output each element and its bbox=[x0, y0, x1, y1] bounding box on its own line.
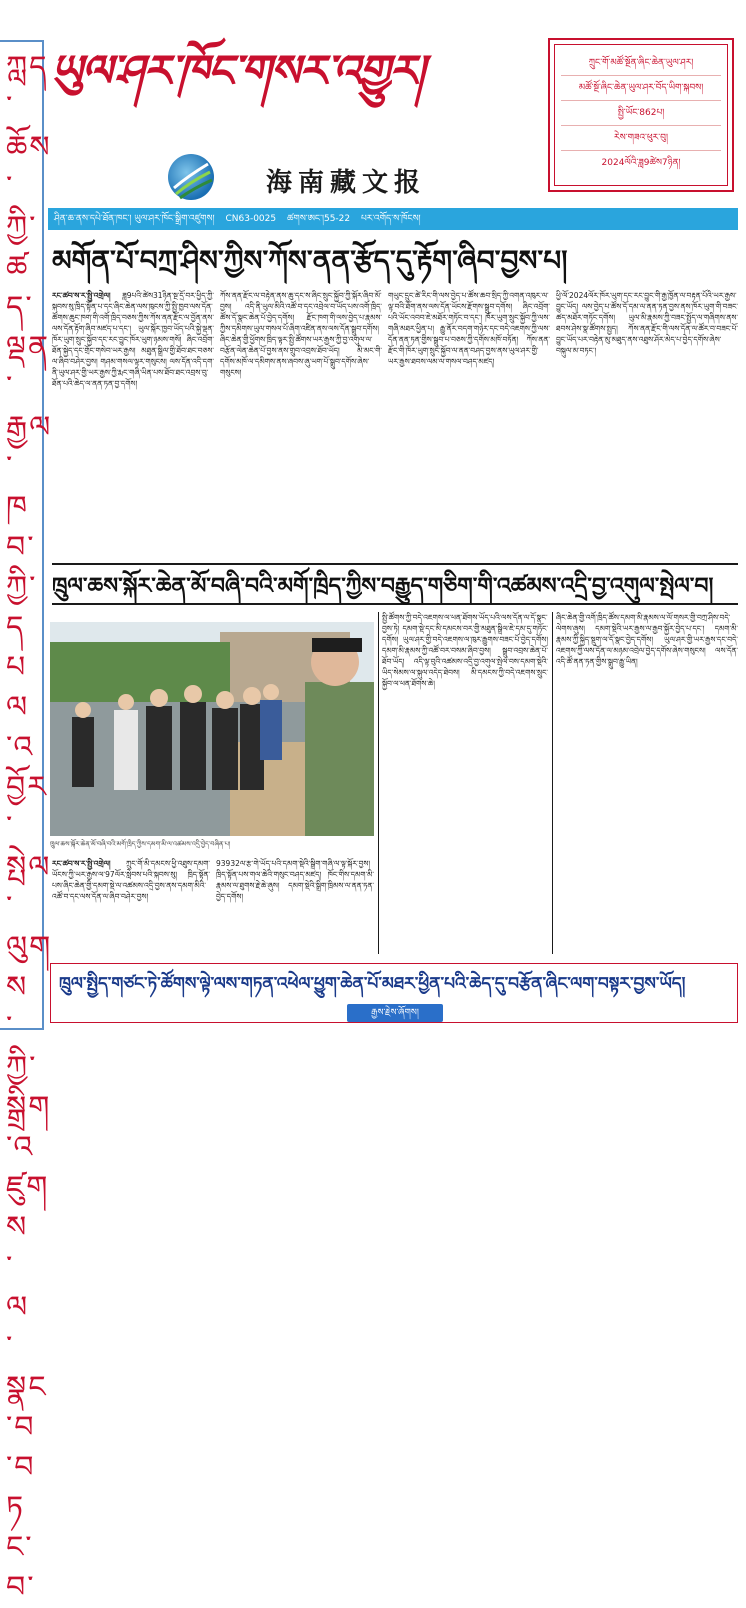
column-divider bbox=[552, 612, 553, 954]
article1-col3-text: གཡུང་དྲུང་ཚེ་རིང་གི་ལས་བྱེད་པ་ཚོས་ཆབ་སྲིད་ཀྱི་འགན་འཁུར་ལ་ལྟ་བའི་ཐོག་ནས་ལས་དོན་ཡོངས་རྫོགས་སྒྲུབ་དགོས། ཞིང་འབྲོག་པའི་ཡོང་འབབ་ཇེ་མཐོར་གཏོང་བ་དང་། ཁོར་ཡུག་སྲུང་སྐྱོབ་ཀྱི་ལས་གཞི་མཐར་ཕྱིན་པ། རྒྱུ་ནོར་བདག་གཉེར་དང་བདེ་འཇགས་ཀྱི་ལས་དོན་ནན་ཏན་གྱིས་སྒྲུབ་པ་བཅས་ཀྱི་དགོས་མཁོ་བཏོན། ཀོས་ནན་རྫོང་གི་ཁོར་ཡུག་སྲུང་སྐྱོབ་ལ་ནན་བཤད་བྱས་ནས་ཡུལ་ཤར་གྱི་ཡར་རྒྱས་ཐབས་ལམ་ལ་གསལ་བཤད་མཛད། bbox=[388, 291, 550, 366]
info-line-date: 2024ལོའི་ཟླ9ཚེས7ཉིན། bbox=[601, 158, 681, 168]
bar-code: ཚགས་ཨང་།55-22 bbox=[286, 214, 351, 224]
photo-caption: ཁྲུལ་ཆས་སྐོར་ཆེན་མོ་བཞི་བའི་མགོ་ཁྲིད་ཀྱིས་དམག་མི་ལ་འཚམས་འདྲི་བྱེད་བཞིན་པ། bbox=[50, 840, 231, 848]
info-line-weekday: རེས་གཟའ་ཕུར་བུ། bbox=[561, 126, 721, 151]
issue-info-box bbox=[548, 38, 734, 192]
read-more-button[interactable]: རྒྱས་རྗེས་ཞོགས། bbox=[347, 1004, 443, 1022]
article2-col2-text: 93932ལ་རྩ་གེ་ཡོད་པའི་དམག་སྡེའི་སྒྲིག་གཞི་ལ་ལྟ་སྐོར་བྱས། ཁྲིད་སྟོན་པས་གལ་ཆེའི་གསུང་བཤད་མཛད། ཁོང་གིས་དམག་མི་རྣམས་ལ་ཐུགས་རྗེ་ཆེ་ཞུས། དམག་སྡེའི་སྒྲིག་ཁྲིམས་ལ་ནན་ཏན་བྱེད་དགོས། bbox=[216, 859, 374, 901]
info-line-issue-number: སྤྱི་ཡོང་862པ། bbox=[561, 101, 721, 126]
masthead bbox=[48, 22, 543, 202]
article1-col1-text: ཟླ9པའི་ཚེས31ཉིན་སྔ་དྲོ་བར་ཕྱིད་ཀྱི་སྐབས་སུ་ཁྲིད་སྟོན་པ་དང་ཞིང་ཆེན་ལས་ཁུངས་ཀྱི་སྤྱི་ཁྱབ་ལས་དོན་ཚོགས་ཆུང་ཁག་གི་འགོ་ཁྲིད་བཅས་ཀྱིས་ཀོས་ནན་རྫོང་ལ་བྱོན་ནས་ལས་དོན་རྟོག་ཞིབ་མཛད་པ་དང་། ཡུལ་སྐོར་ཁྱབ་ཡོད་པའི་སྐྱེ་ལྡན་ཁོར་ཡུག་སྲུང་སྐྱོབ་དང་རང་བྱུང་ཁོར་ཡུག་ཉམས་གསོ། ཞིང་འབྲོག་ཐོན་སྐྱེད་དང་གྲོང་གསེབ་ཡར་རྒྱས། མཐུན་སྒྲིལ་གྱི་ཐོབ་ཐང་བཅས་ལ་ཞིབ་བཤེར་བྱས། གཤམ་གསལ་ལྟར་གསུངས། ལས་དོན་འདི་དག་ནི་ཡུལ་ཤར་གྱི་ཡར་རྒྱས་ཀྱི་རྨང་གཞི་ཡིན་པས་ཐོབ་ཐང་འབྲས་བུ་ཐོན་པའི་ཆེད་ལ་ནན་ཏན་བྱ་དགོས། bbox=[52, 291, 214, 388]
publication-info-bar bbox=[48, 208, 738, 230]
article1-lead: རང་ཚབ་ས་ར་སྤྱི་འགྲེལ། bbox=[52, 291, 111, 300]
article2-column-3 bbox=[382, 612, 548, 954]
article1-column-4 bbox=[556, 290, 738, 556]
article1-column-1 bbox=[52, 290, 214, 556]
headline-main[interactable]: མགོན་པོ་བཀྲ་ཤིས་ཀྱིས་ཀོས་ནན་རྩོད་དུ་རྟོག་ཞིབ་བྱས་པ། bbox=[52, 244, 568, 277]
article1-column-3 bbox=[388, 290, 550, 556]
masthead-title-tibetan: ཡུལ་ཤར་ཁོང་གསར་འགྱུར། bbox=[50, 46, 424, 97]
info-line-edition: མཚོ་སྔོ་ཞིང་ཆེན་ཡུལ་ཤར་བོད་ཡིག་སྐབས། bbox=[561, 76, 721, 101]
article2-lead: རང་ཚབ་ས་ར་སྤྱི་འགྲེལ། bbox=[52, 859, 111, 868]
column-divider bbox=[378, 612, 379, 954]
bottom-feature-box[interactable] bbox=[50, 963, 738, 1023]
bottom-feature-title[interactable]: ཁྲུལ་སྤྱིད་གཙང་ཏེ་ཚོགས་ལྟེ་ལས་གཏན་འཕེལ་ཕྱུག་ཆེན་པོ་མཐར་ཕྱིན་པའི་ཆེད་དུ་བརྩོན་ཞིང་ལག་བསྟར་བྱས་ཡོད། bbox=[59, 974, 686, 994]
article1-column-2 bbox=[220, 290, 382, 556]
info-line-publisher: ཀྲུང་གོ་མཚོ་སྔོན་ཞིང་ཆེན་ཡུལ་ཤར། bbox=[561, 51, 721, 76]
left-vertical-strip bbox=[0, 40, 53, 1605]
bar-publisher: ཤིན་ཆ་ནས་དཔེ་ཐོན་ཁང་། ཡུལ་ཤར་ཁོང་སྒྲིག་འཛུགས། bbox=[54, 214, 215, 224]
bar-location: པར་འགོད་ས་ཁོངས། bbox=[361, 214, 421, 224]
article2-photo bbox=[50, 622, 374, 836]
logo-icon bbox=[168, 154, 214, 200]
bar-cn-number: CN63-0025 bbox=[225, 214, 277, 224]
article1-col2-text: ཀོས་ནན་རྫོང་ལ་བརྟེན་ནས་ཆུ་དང་ས་ཞིང་སྲུང་སྐྱོབ་ཀྱི་སྐོར་ཞིབ་མོ་བྱས། འདི་ནི་ཡུལ་མིའི་འཚོ་བ་དང་འབྲེལ་བ་ཡོད་པས་འགོ་ཁྲིད་ཚོས་དོ་སྣང་ཆེན་པོ་བྱེད་དགོས། རྫོང་ཁག་གི་ལས་བྱེད་པ་རྣམས་ཀྱིས་དམིགས་ཡུལ་གསལ་པོ་ཞིག་འཛིན་ནས་ལས་དོན་སྒྲུབ་དགོས། ཞིང་ཆེན་གྱི་ཕྱོགས་ཁྲིད་ལྟར་སྤྱི་ཚོགས་ཡར་རྒྱས་ཀྱི་བྱ་འགུལ་ལ་བརྩོན་ལེན་ཆེན་པོ་བྱས་ནས་གྲུབ་འབྲས་ཐོབ་ཡོད། མི་མང་གི་དགོས་མཁོ་ལ་དམིགས་ནས་ཞབས་ཞུ་ཡག་པོ་སྒྲུབ་དགོས་ཞེས་གསུངས། bbox=[220, 291, 382, 377]
article2-column-2 bbox=[216, 858, 374, 954]
article2-col1-text: ཀྲུང་གོ་མི་དམངས་ཕྱི་འཐུས་དམག་ཡོངས་ཀྱི་ཡར་རྒྱས་ལ་97ལོར་སླེབས་པའི་སྐབས་སུ། ཁྲིད་སྟོན་པས་ཞིང་ཆེན་གྱི་དམག་སྡེ་ལ་འཚམས་འདྲི་བྱས་ནས་དམག་མིའི་འཚོ་བ་དང་ལས་དོན་ལ་ཞིབ་བཤེར་བྱས། bbox=[52, 859, 210, 901]
left-strip-text: ཀླད་ཆོས་ཀྱི་ཚད་ལྡན་རྒྱལ་ཁབ་ཀྱི་དཔལ་འབྱོར་སྤེལ་ལུགས་ཀྱི་སྒྲིག་འཛུགས་ལ་སྣང་བ་བཏང་བ་ bbox=[6, 50, 53, 1605]
article2-column-1 bbox=[52, 858, 210, 954]
article2-column-4 bbox=[556, 612, 738, 954]
headline-second[interactable]: ཁྲུལ་ཆས་སྐོར་ཆེན་མོ་བཞི་བའི་མགོ་ཁྲིད་ཀྱིས་བརྒྱུད་གཅིག་གི་འཚམས་འདྲི་བྱ་འགུལ་སྤེལ་བ། bbox=[52, 563, 738, 605]
article2-col3-text: སྤྱི་ཚོགས་ཀྱི་བདེ་འཇགས་ལ་ཕན་ཐོགས་ཡོད་པའི་ལས་དོན་ལ་དོ་སྣང་བྱས་ཏེ། དམག་སྡེ་དང་མི་དམངས་བར་གྱི་མཐུན་སྒྲིལ་ཇེ་དམ་དུ་གཏོང་དགོས། ཡུལ་ཤར་གྱི་བདེ་འཇགས་ལ་ཁུར་རྒྱུགས་བཟང་པོ་བྱེད་དགོས། དམག་མི་རྣམས་ཀྱི་འཚོ་བར་བསམ་ཞིབ་བྱས། སྒྲུབ་འབྲས་ཆེན་པོ་ཐོབ་ཡོད། འདི་ལྟ་བུའི་འཚམས་འདྲི་བྱ་འགུལ་སྤེལ་བས་དམག་སྡེའི་ཡིད་སེམས་ལ་སྐུལ་འདེད་ཐེབས། མི་དམངས་ཀྱི་བདེ་འཇགས་སྲུང་སྐྱོབ་ལ་ཕན་ཐོགས་ཆེ། bbox=[382, 613, 548, 688]
article1-col4-text: ཕྱི་ལོ་2024ལོར་ཁོར་ཡུག་དང་རང་བྱུང་གི་རྒྱ་ཁྱོན་ལ་བརྟན་པོའི་ཡར་རྒྱས་བྱུང་ཡོད། ལས་བྱེད་པ་ཚོས་དོ་དམ་ལ་ནན་ཏན་བྱས་ནས་ཁོར་ཡུག་གི་བཟང་ཚད་མཐོར་གཏོང་དགོས། ཡུལ་མི་རྣམས་ཀྱི་བཟང་སྤྱོད་ལ་གཞིགས་ནས་ཐབས་ཤེས་སྣ་ཚོགས་སྤྱད། ཀོས་ནན་རྫོང་གི་ལས་དོན་ལ་ཚོར་བ་བཟང་པོ་བྱུང་ཡོད་པར་བརྟེན་མུ་མཐུད་ནས་འཐུས་ཤོར་མེད་པ་བྱེད་དགོས་ཞེས་བསྐུལ་མ་བཏང་། bbox=[556, 291, 738, 355]
article2-col4-text: ཞིང་ཆེན་གྱི་འགོ་ཁྲིད་ཚོས་དམག་མི་རྣམས་ལ་ལོ་གསར་གྱི་བཀྲ་ཤིས་བདེ་ལེགས་ཞུས། དམག་སྡེའི་ཡར་རྒྱས་ལ་རྒྱབ་སྐྱོར་བྱེད་པ་དང་། དམག་མི་རྣམས་ཀྱི་སྐྱིད་སྡུག་ལ་དོ་སྣང་བྱེད་དགོས། ཡུལ་ཤར་གྱི་ཡར་རྒྱས་དང་བདེ་འཇགས་ཀྱི་ལས་དོན་ལ་མཉམ་འབྲེལ་བྱེད་དགོས་ཞེས་གསུངས། ལས་དོན་འདི་ཚོ་ནན་ཏན་གྱིས་སྒྲུབ་རྒྱུ་ཡིན། bbox=[556, 613, 738, 666]
masthead-title-chinese: 海南藏文报 bbox=[266, 168, 427, 198]
